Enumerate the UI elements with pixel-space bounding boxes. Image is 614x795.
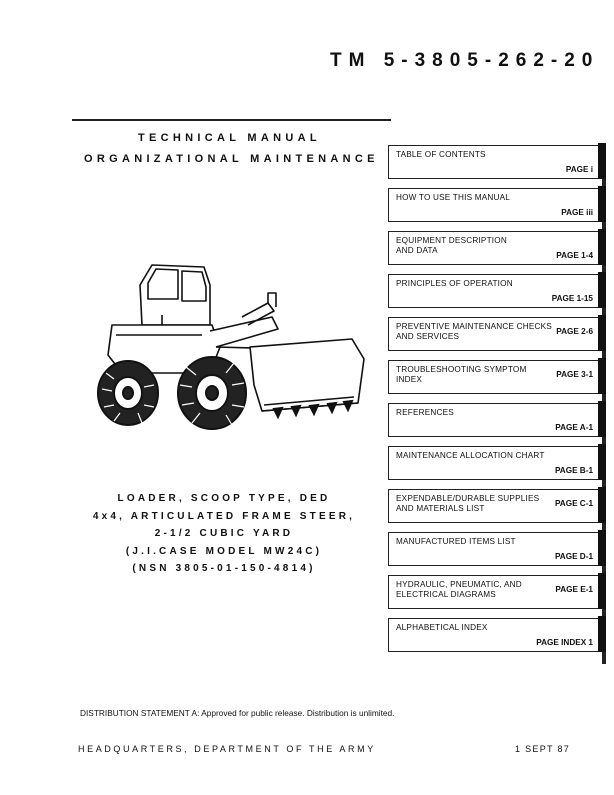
toc-tab-label: ALPHABETICAL INDEX bbox=[396, 623, 488, 632]
toc-tab-page: PAGE i bbox=[565, 165, 593, 174]
toc-tab-label: PREVENTIVE MAINTENANCE CHECKS AND SERVICES bbox=[396, 322, 552, 341]
toc-tab-references[interactable] bbox=[388, 403, 598, 437]
maintenance-level-title: ORGANIZATIONAL MAINTENANCE bbox=[84, 153, 379, 165]
toc-tab-page: PAGE E-1 bbox=[555, 585, 593, 594]
toc-tab-label: MAINTENANCE ALLOCATION CHART bbox=[396, 451, 545, 460]
toc-tab-label: EXPENDABLE/DURABLE SUPPLIES AND MATERIALS LIST bbox=[396, 494, 540, 513]
toc-tab-page: PAGE 2-6 bbox=[556, 327, 593, 336]
toc-tab-diagrams[interactable] bbox=[388, 575, 598, 609]
toc-tab-equipment-description[interactable] bbox=[388, 231, 598, 265]
toc-tab-label: TROUBLESHOOTING SYMPTOM INDEX bbox=[396, 365, 527, 384]
tab-edge-marker bbox=[598, 401, 606, 437]
toc-tab-how-to-use[interactable] bbox=[388, 188, 598, 222]
equipment-line: 2-1/2 CUBIC YARD bbox=[154, 528, 294, 539]
title-rule bbox=[72, 119, 391, 121]
tab-edge-marker bbox=[598, 186, 606, 222]
toc-tab-page: PAGE 1-4 bbox=[556, 251, 593, 260]
toc-tab-page: PAGE 1-15 bbox=[551, 294, 593, 303]
toc-tab-label: EQUIPMENT DESCRIPTION AND DATA bbox=[396, 236, 507, 255]
equipment-nsn: (NSN 3805-01-150-4814) bbox=[132, 563, 316, 574]
toc-tab-page: PAGE C-1 bbox=[554, 499, 593, 508]
toc-tab-label: PRINCIPLES OF OPERATION bbox=[396, 279, 513, 288]
toc-tab-expendable-supplies[interactable] bbox=[388, 489, 598, 523]
equipment-line: (J.I.CASE MODEL MW24C) bbox=[125, 545, 323, 557]
equipment-line: LOADER, SCOOP TYPE, DED bbox=[117, 493, 331, 504]
tab-edge-marker bbox=[598, 229, 606, 265]
toc-tab-pmcs[interactable] bbox=[388, 317, 598, 351]
tab-edge-marker bbox=[598, 530, 606, 566]
distribution-statement: DISTRIBUTION STATEMENT A: Approved for public release. Distribution is unlimited. bbox=[80, 708, 395, 718]
toc-tab-page: PAGE 3-1 bbox=[556, 370, 593, 379]
tab-edge-marker bbox=[598, 143, 606, 179]
toc-tab-page: PAGE B-1 bbox=[554, 466, 593, 475]
toc-tab-page: PAGE INDEX 1 bbox=[536, 638, 593, 647]
tab-edge-marker bbox=[598, 573, 606, 609]
scoop-loader-illustration bbox=[92, 255, 372, 435]
toc-tab-label: REFERENCES bbox=[396, 408, 454, 417]
equipment-description bbox=[70, 490, 378, 578]
toc-tab-manufactured-items[interactable] bbox=[388, 532, 598, 566]
toc-tab-principles-of-operation[interactable] bbox=[388, 274, 598, 308]
tab-edge-marker bbox=[598, 315, 606, 351]
toc-tab-maintenance-allocation-chart[interactable] bbox=[388, 446, 598, 480]
toc-tab-label: HYDRAULIC, PNEUMATIC, AND ELECTRICAL DIAGRAMS bbox=[396, 580, 522, 599]
toc-tab-page: PAGE A-1 bbox=[555, 423, 593, 432]
tab-edge-marker bbox=[598, 358, 606, 394]
manual-type-title: TECHNICAL MANUAL bbox=[138, 132, 321, 144]
toc-tab-label: HOW TO USE THIS MANUAL bbox=[396, 193, 511, 202]
toc-tab-table-of-contents[interactable] bbox=[388, 145, 598, 179]
toc-tab-page: PAGE D-1 bbox=[554, 552, 593, 561]
toc-tab-alphabetical-index[interactable] bbox=[388, 618, 598, 652]
publication-date: 1 SEPT 87 bbox=[515, 744, 571, 754]
headquarters-line: HEADQUARTERS, DEPARTMENT OF THE ARMY bbox=[78, 744, 376, 754]
tab-edge-marker bbox=[598, 616, 606, 652]
tm-number: TM 5-3805-262-20 bbox=[330, 50, 600, 71]
tab-edge-marker bbox=[598, 444, 606, 480]
toc-tab-label: TABLE OF CONTENTS bbox=[396, 150, 486, 159]
toc-tab-label: MANUFACTURED ITEMS LIST bbox=[396, 537, 516, 546]
tab-edge-marker bbox=[598, 272, 606, 308]
toc-tab-troubleshooting[interactable] bbox=[388, 360, 598, 394]
toc-tab-page: PAGE iii bbox=[561, 208, 593, 217]
tab-edge-marker bbox=[598, 487, 606, 523]
equipment-line: 4x4, ARTICULATED FRAME STEER, bbox=[92, 510, 356, 522]
